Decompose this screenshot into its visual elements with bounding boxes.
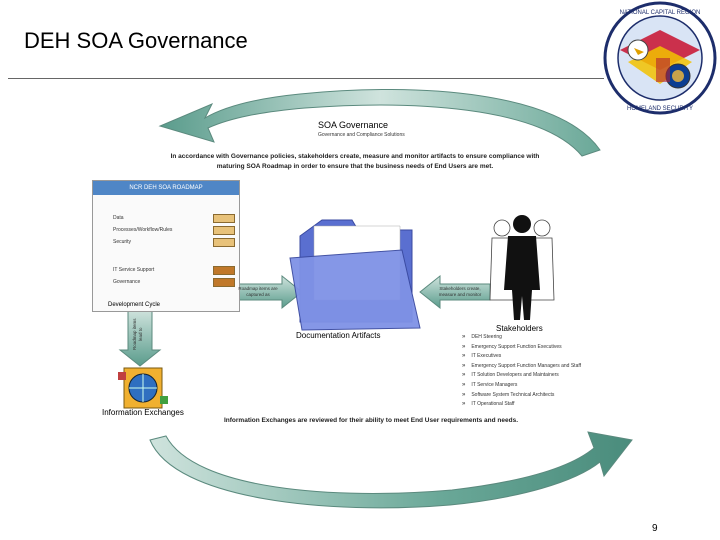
chevron-right-icon: » [462, 353, 466, 360]
information-exchanges-label: Information Exchanges [102, 408, 184, 417]
chevron-right-icon: » [462, 372, 466, 379]
stakeholder-list [462, 334, 581, 411]
chevron-right-icon: » [462, 343, 466, 350]
roadmap-item: Governance [113, 279, 141, 285]
chevron-right-icon: » [462, 334, 466, 340]
documentation-artifacts-label: Documentation Artifacts [296, 331, 381, 340]
information-exchanges-icon [118, 368, 168, 408]
roadmap-bar [213, 266, 235, 275]
roadmap-item: Data [113, 215, 124, 221]
chevron-right-icon: » [462, 381, 466, 388]
list-item: » Software System Technical Architects [462, 391, 555, 398]
stakeholders-label: Stakeholders [496, 324, 543, 333]
bottom-cycle-arrow [150, 432, 632, 508]
list-item: » Emergency Support Function Executives [462, 343, 562, 350]
page-number: 9 [652, 523, 658, 534]
information-exchanges-description: Information Exchanges are reviewed for their ability to meet End User requirements and needs. [223, 417, 519, 424]
roadmap-bar [213, 278, 235, 287]
svg-text:NATIONAL CAPITAL REGION: NATIONAL CAPITAL REGION [619, 10, 701, 16]
list-item: » IT Operational Staff [462, 401, 515, 408]
governance-sublabel: Governance and Compliance Solutions [318, 132, 405, 138]
vertical-arrow-label: Roadmap items lead to [132, 318, 143, 350]
roadmap-item: Security [113, 239, 132, 245]
arrow-right-label: Stakeholders create, measure and monitor [438, 286, 482, 297]
list-item: » DEH Steering [462, 334, 502, 340]
roadmap-title: NCR DEH SOA ROADMAP [93, 181, 239, 195]
arrow-left-label: Roadmap items are captured as [238, 286, 278, 297]
list-item: » IT Solution Developers and Maintainers [462, 372, 559, 379]
governance-description: In accordance with Governance policies, stakeholders create, measure and monitor artifacts to ensure compliance with maturing SOA Roadmap in order to ensure that the business needs of End Users are met. [170, 153, 540, 170]
svg-text:HOMELAND SECURITY: HOMELAND SECURITY [626, 106, 694, 112]
chevron-right-icon: » [462, 391, 466, 398]
roadmap-item: IT Service Support [113, 267, 155, 273]
list-item: » Emergency Support Function Managers and Staff [462, 362, 582, 369]
list-item: » IT Service Managers [462, 381, 518, 388]
stakeholders-icon [490, 215, 554, 320]
list-item: » IT Executives [462, 353, 502, 360]
chevron-right-icon: » [462, 362, 466, 369]
soa-roadmap-panel [92, 180, 240, 312]
development-cycle-label: Development Cycle [108, 302, 161, 308]
roadmap-bar [213, 226, 235, 235]
slide-title: DEH SOA Governance [24, 28, 248, 53]
governance-label: SOA Governance [318, 120, 389, 130]
chevron-right-icon: » [462, 401, 466, 408]
roadmap-bar [213, 238, 235, 247]
roadmap-item: Processes/Workflow/Rules [113, 227, 173, 233]
roadmap-bar [213, 214, 235, 223]
documentation-folder-icon [290, 220, 420, 330]
